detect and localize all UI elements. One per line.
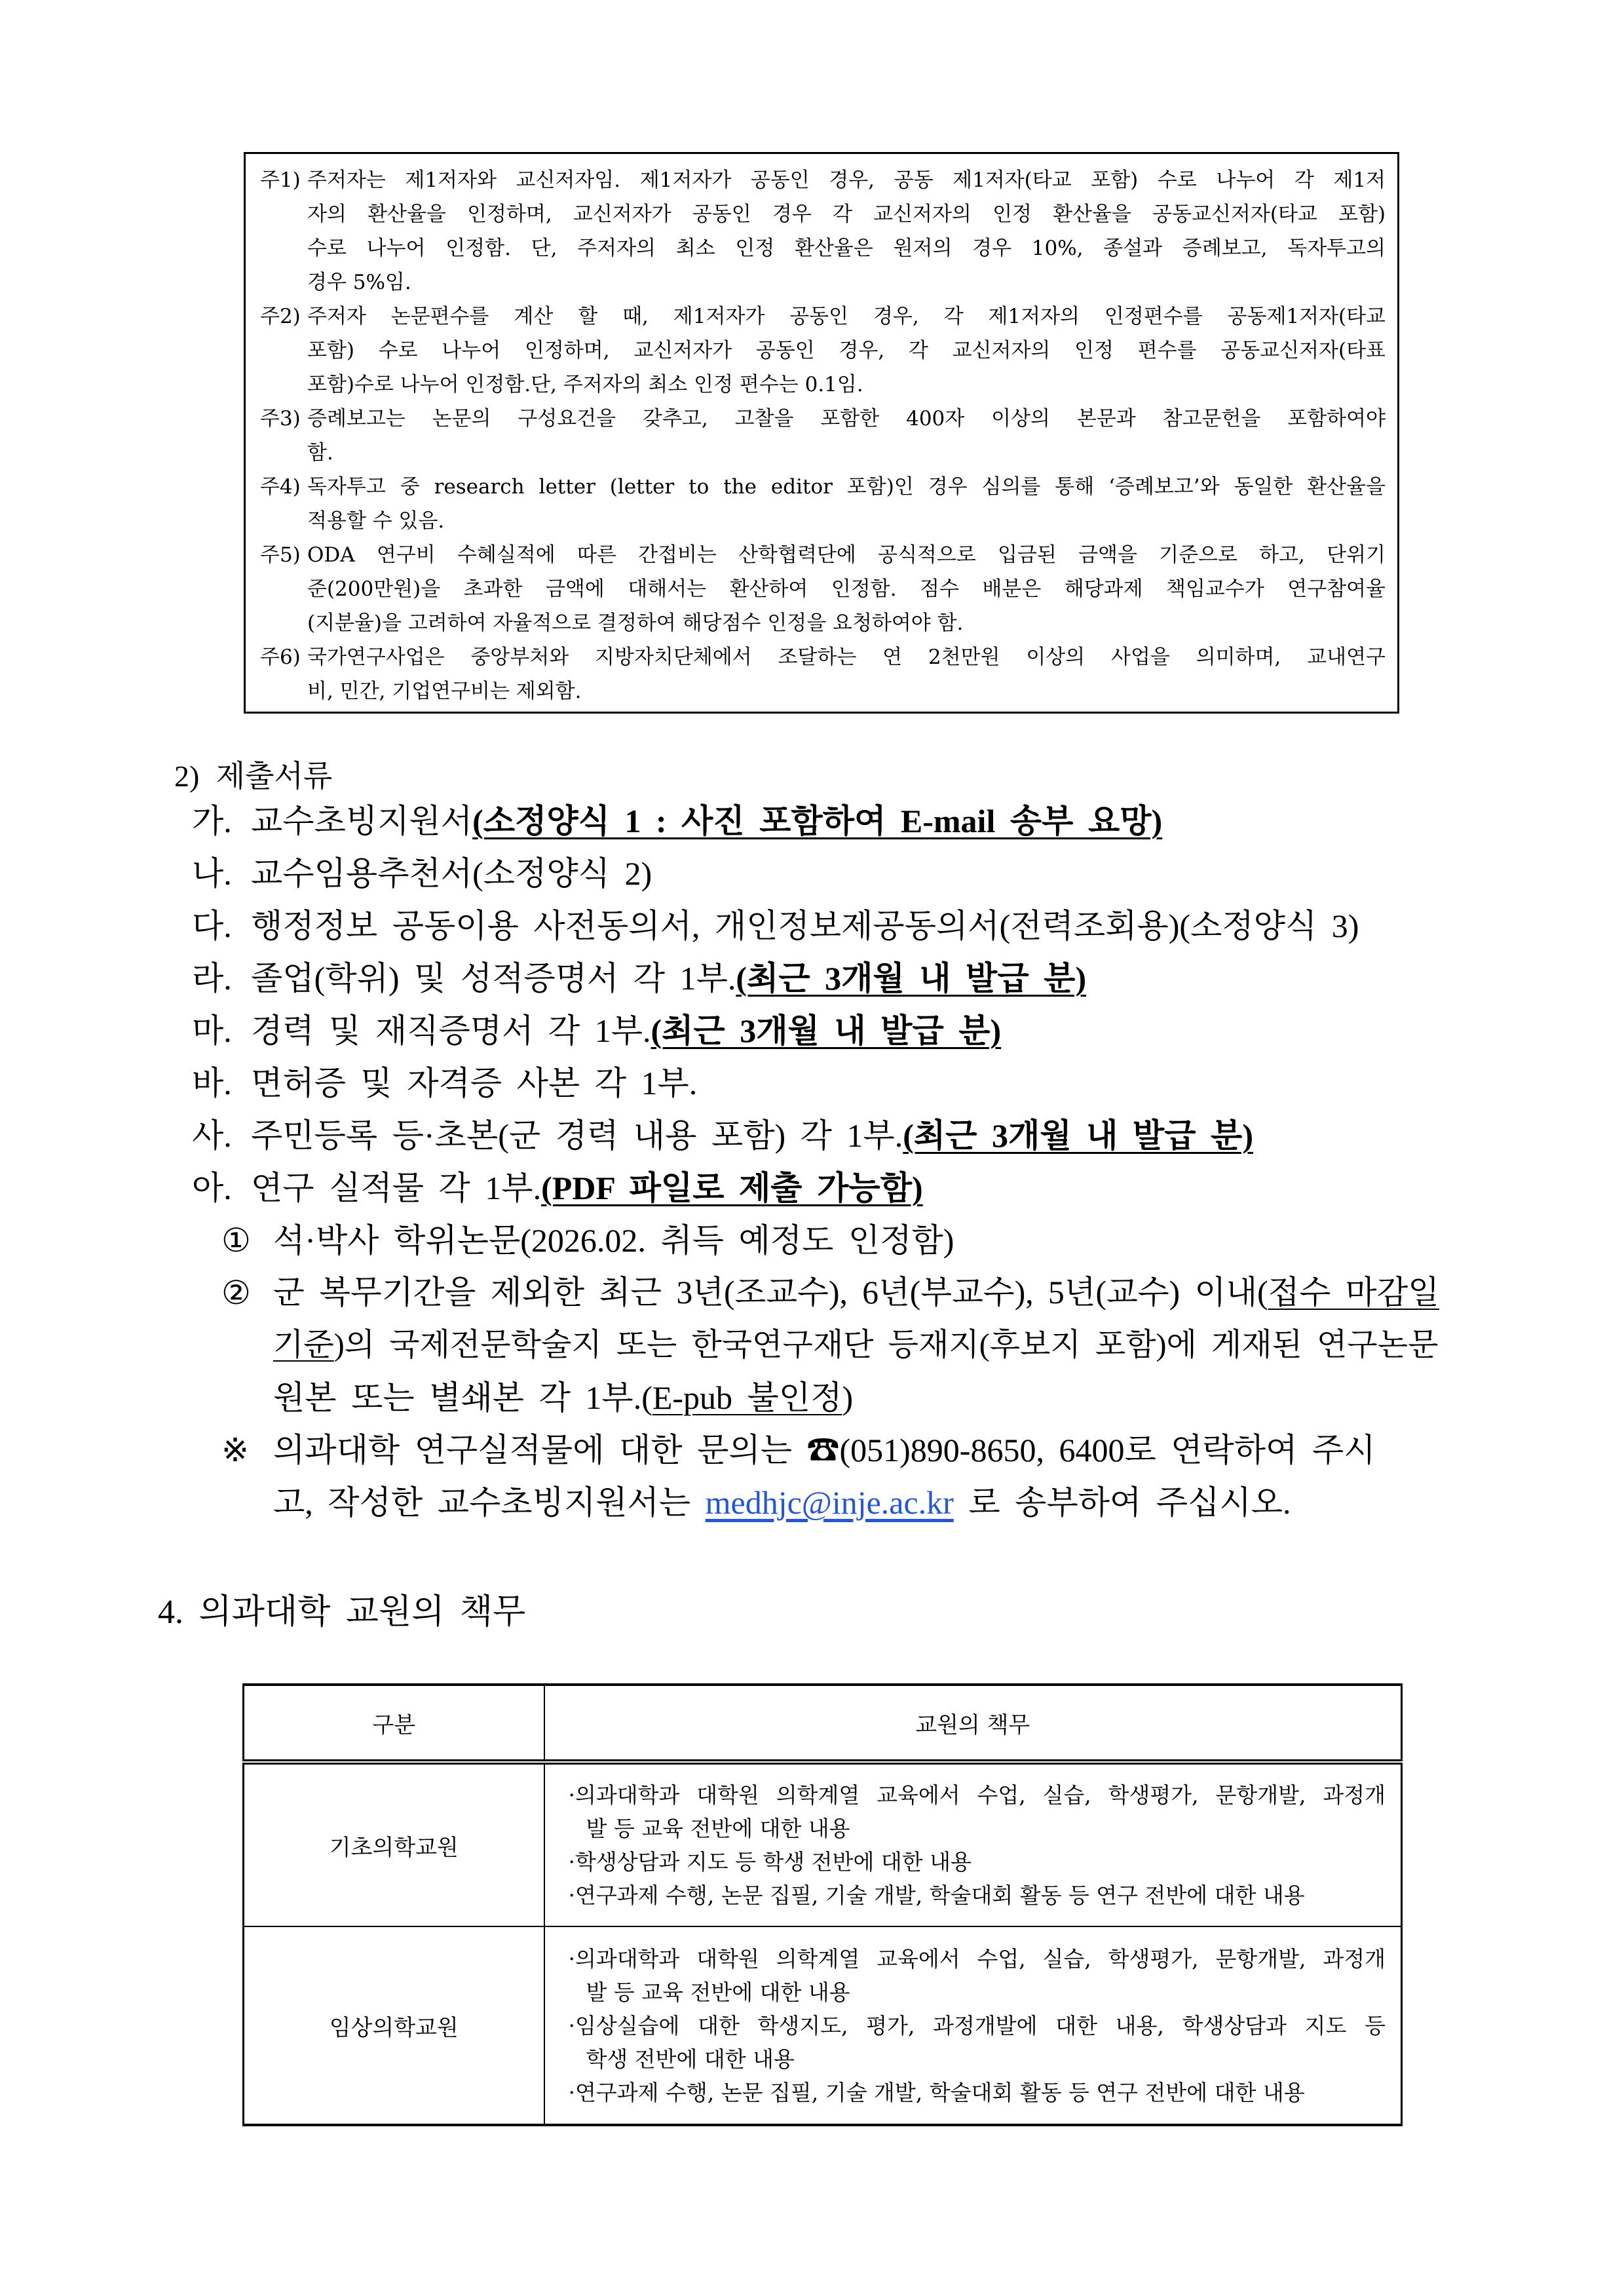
note-text: 함. — [307, 441, 333, 465]
item-body: 주민등록 등·초본(군 경력 내용 포함) 각 1부. — [251, 1117, 903, 1154]
item-text — [251, 1162, 1448, 1214]
note-text: 준(200만원)을 초과한 금액에 대해서는 환산하여 인정함. 점수 배분은 해당과제 책임교수가 연구참여율 — [307, 577, 1386, 601]
item-emphasis: (PDF 파일로 제출 가능함) — [541, 1170, 923, 1206]
section-heading: 4. 의과대학 교원의 책무 — [158, 1594, 526, 1631]
note-text: 독자투고 중 research letter (letter to the editor 포함)인 경우 심의를 통해 ‘증례보고’와 동일한 환산율을 — [307, 475, 1386, 499]
item-marker: 사. — [192, 1117, 232, 1154]
notice-marker: ※ — [221, 1432, 249, 1468]
item-text — [251, 847, 1448, 900]
note-6-line — [260, 674, 1386, 708]
duty-line: 발 등 교육 전반에 대한 내용 — [586, 1979, 850, 2005]
note-label: 주6) — [260, 645, 301, 669]
submission-item — [192, 795, 1448, 847]
note-4-line — [260, 504, 1386, 538]
note-1-line — [260, 231, 1386, 265]
note-text: ODA 연구비 수혜실적에 따른 간접비는 산학협력단에 공식적으로 입금된 금액을 기준으로 하고, 단위기 — [307, 543, 1386, 567]
sub-item-line — [273, 1319, 1448, 1371]
item-text — [251, 952, 1448, 1004]
note-4-line — [260, 470, 1386, 504]
notice-line — [273, 1476, 1448, 1529]
note-label: 주2) — [260, 305, 301, 328]
item-body: 경력 및 재직증명서 각 1부. — [251, 1012, 651, 1049]
note-label: 주5) — [260, 543, 301, 567]
item-marker: 라. — [192, 960, 232, 997]
email-link[interactable]: medhjc@inje.ac.kr — [705, 1484, 954, 1521]
item-body: 교수임용추천서(소정양식 2) — [251, 855, 652, 892]
item-emphasis: (최근 3개월 내 발급 분) — [736, 960, 1087, 997]
table-header-row — [244, 1685, 1402, 1762]
notice — [221, 1424, 1448, 1529]
note-2-line — [260, 299, 1386, 334]
duty-line: ·의과대학과 대학원 의학계열 교육에서 수업, 실습, 학생평가, 문항개발, 과정개 — [568, 1945, 1386, 1972]
notes-box — [244, 152, 1399, 714]
submission-item — [192, 952, 1448, 1004]
note-1-line — [260, 163, 1386, 197]
submission-section — [174, 758, 1448, 1529]
line-text: 고, 작성한 교수초빙지원서는 — [273, 1484, 691, 1521]
sub-item-line — [273, 1267, 1448, 1319]
note-text: 포함)수로 나누어 인정함.단, 주저자의 최소 인정 편수는 0.1임. — [307, 373, 863, 396]
note-3-line — [260, 402, 1386, 436]
underlined-text: E-pub 불인정 — [652, 1379, 842, 1416]
item-marker: 마. — [192, 1012, 232, 1049]
submission-item — [192, 1162, 1448, 1214]
sub-item-text — [273, 1267, 1448, 1424]
note-1-line — [260, 265, 1386, 299]
underlined-text: 기준 — [273, 1328, 334, 1362]
item-text — [251, 1109, 1448, 1162]
note-3-line — [260, 436, 1386, 470]
duty-line: ·임상실습에 대한 학생지도, 평가, 과정개발에 대한 내용, 학생상담과 지도 등 — [568, 2012, 1386, 2038]
item-body: 교수초빙지원서 — [251, 803, 473, 839]
item-marker: 아. — [192, 1170, 232, 1206]
sub-item-line — [273, 1371, 1448, 1424]
item-body: 면허증 및 자격증 사본 각 1부. — [251, 1065, 698, 1101]
item-body: 행정정보 공동이용 사전동의서, 개인정보제공동의서(전력조회용)(소정양식 3) — [251, 908, 1359, 944]
line-text: 로 송부하여 주십시오. — [968, 1484, 1291, 1521]
sub-item-marker: ② — [221, 1274, 251, 1311]
item-marker: 나. — [192, 855, 232, 892]
note-2-line — [260, 368, 1386, 402]
item-emphasis: (최근 3개월 내 발급 분) — [651, 1012, 1002, 1049]
duty-line: 발 등 교육 전반에 대한 내용 — [586, 1816, 850, 1841]
item-body: 연구 실적물 각 1부. — [251, 1170, 542, 1206]
note-text: (지분율)을 고려하여 자율적으로 결정하여 해당점수 인정을 요청하여야 함. — [307, 611, 964, 635]
note-label: 주3) — [260, 407, 301, 430]
item-emphasis: (최근 3개월 내 발급 분) — [903, 1117, 1253, 1154]
duty-line: 학생 전반에 대한 내용 — [586, 2046, 795, 2072]
duty-line: ·연구과제 수행, 논문 집필, 기술 개발, 학술대회 활동 등 연구 전반에 대한 내용 — [568, 1883, 1305, 1908]
sub-item-marker: ① — [221, 1222, 251, 1259]
underlined-text: 접수 마감일 — [1268, 1274, 1440, 1311]
note-text: 주저자는 제1저자와 교신저자임. 제1저자가 공동인 경우, 공동 제1저자(타교 포함) 수로 나누어 각 제1저 — [307, 168, 1386, 192]
note-label: 주4) — [260, 475, 301, 499]
sub-item-text: 석·박사 학위논문(2026.02. 취득 예정도 인정함) — [273, 1222, 954, 1259]
item-emphasis: (소정양식 1 : 사진 포함하여 E-mail 송부 요망) — [472, 803, 1163, 839]
header-category: 구분 — [244, 1685, 544, 1762]
submission-item — [192, 1109, 1448, 1162]
notice-line: 의과대학 연구실적물에 대한 문의는 ☎(051)890-8650, 6400로 연락하여 주시 — [273, 1432, 1376, 1468]
note-text: 국가연구사업은 중앙부처와 지방자치단체에서 조달하는 연 2천만원 이상의 사업을 의미하며, 교내연구 — [307, 645, 1386, 669]
table-row — [244, 1762, 1402, 1926]
line-text: 군 복무기간을 제외한 최근 3년(조교수), 6년(부교수), 5년(교수) 이내( — [273, 1274, 1268, 1311]
item-body: 졸업(학위) 및 성적증명서 각 1부. — [251, 960, 736, 997]
note-text: 적용할 수 있음. — [307, 509, 445, 533]
item-marker: 가. — [192, 803, 232, 839]
submission-item — [192, 1004, 1448, 1057]
submission-item — [192, 847, 1448, 900]
sub-item — [221, 1267, 1448, 1424]
row-duties — [544, 1762, 1402, 1926]
line-text: 원본 또는 별쇄본 각 1부.( — [273, 1379, 652, 1416]
submission-item — [192, 900, 1448, 952]
row-category: 기초의학교원 — [244, 1762, 544, 1926]
note-text: 수로 나누어 인정함. 단, 주저자의 최소 인정 환산율은 원저의 경우 10%, 종설과 증례보고, 독자투고의 — [307, 237, 1386, 260]
duties-table — [242, 1683, 1403, 2126]
row-category: 임상의학교원 — [244, 1926, 544, 2125]
duty-line: ·학생상담과 지도 등 학생 전반에 대한 내용 — [568, 1849, 972, 1875]
note-2-line — [260, 334, 1386, 368]
note-5-line — [260, 538, 1386, 572]
note-text: 경우 5%임. — [307, 271, 411, 294]
submission-heading: 2) 제출서류 — [174, 759, 333, 793]
row-duties — [544, 1926, 1402, 2125]
notice-text — [273, 1424, 1448, 1529]
item-marker: 바. — [192, 1065, 232, 1101]
note-6-line — [260, 640, 1386, 674]
line-text: )의 국제전문학술지 또는 한국연구재단 등재지(후보지 포함)에 게재된 연구논문 — [333, 1328, 1439, 1362]
item-text — [251, 1057, 1448, 1109]
note-text: 주저자 논문편수를 계산 할 때, 제1저자가 공동인 경우, 각 제1저자의 인정편수를 공동제1저자(타교 — [307, 305, 1386, 328]
table-row — [244, 1926, 1402, 2125]
note-text: 비, 민간, 기업연구비는 제외함. — [307, 679, 582, 703]
note-text: 자의 환산율을 인정하며, 교신저자가 공동인 경우 각 교신저자의 인정 환산율을 공동교신저자(타교 포함) — [307, 202, 1386, 226]
duty-line: ·의과대학과 대학원 의학계열 교육에서 수업, 실습, 학생평가, 문항개발, 과정개 — [568, 1782, 1386, 1808]
note-label: 주1) — [260, 168, 301, 192]
note-5-line — [260, 572, 1386, 606]
note-1-line — [260, 197, 1386, 231]
header-duties: 교원의 책무 — [544, 1685, 1402, 1762]
item-text — [251, 795, 1448, 847]
line-text: ) — [842, 1379, 854, 1416]
note-5-line — [260, 606, 1386, 640]
item-text — [251, 900, 1448, 952]
item-marker: 다. — [192, 908, 232, 944]
sub-item — [221, 1214, 1448, 1267]
item-text — [251, 1004, 1448, 1057]
note-text: 포함) 수로 나누어 인정하며, 교신저자가 공동인 경우, 각 교신저자의 인정 편수를 공동교신저자(타표 — [307, 339, 1386, 362]
note-text: 증례보고는 논문의 구성요건을 갖추고, 고찰을 포함한 400자 이상의 본문과 참고문헌을 포함하여야 — [307, 407, 1386, 430]
submission-item — [192, 1057, 1448, 1109]
duty-line: ·연구과제 수행, 논문 집필, 기술 개발, 학술대회 활동 등 연구 전반에 대한 내용 — [568, 2079, 1305, 2105]
